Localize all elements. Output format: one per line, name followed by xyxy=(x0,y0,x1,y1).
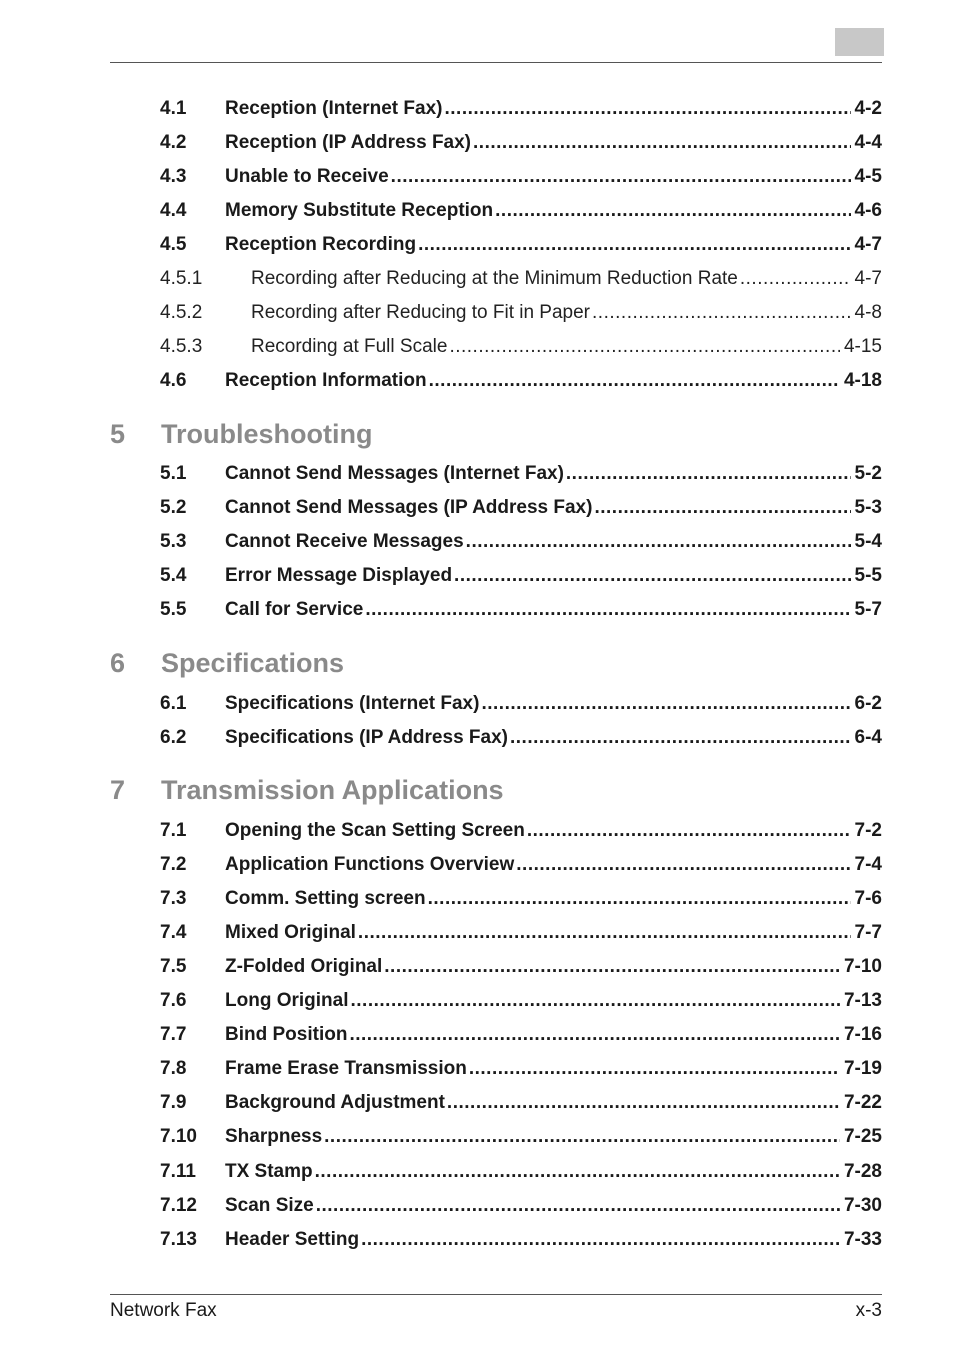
toc-entry-number: 7.12 xyxy=(160,1195,197,1216)
toc-entry-number: 7.10 xyxy=(160,1126,197,1147)
toc-leader-dots xyxy=(391,163,851,191)
toc-entry-title: Header Setting xyxy=(225,1229,360,1250)
toc-leader-dots xyxy=(466,528,851,556)
toc-entry-number: 6.1 xyxy=(160,693,187,714)
toc-entry-number: 4.6 xyxy=(160,370,187,391)
toc-leader-dots xyxy=(473,129,851,157)
toc-entry-number: 7.4 xyxy=(160,922,187,943)
toc-entry-title: Reception (IP Address Fax) xyxy=(225,132,472,153)
toc-entry-number: 5.5 xyxy=(160,599,187,620)
toc-entry[interactable] xyxy=(160,885,882,913)
toc-entry-page: 4-18 xyxy=(843,370,882,391)
toc-entry[interactable] xyxy=(160,1192,882,1220)
toc-entry-title: Unable to Receive xyxy=(225,166,389,187)
toc-entry-page: 4-7 xyxy=(854,268,882,289)
toc-entry-number: 4.4 xyxy=(160,200,187,221)
toc-entry-page: 4-6 xyxy=(854,200,882,221)
toc-leader-dots xyxy=(349,1021,840,1049)
toc-entry[interactable] xyxy=(160,163,882,191)
toc-entry[interactable] xyxy=(160,197,882,225)
toc-entry[interactable] xyxy=(160,1226,882,1254)
toc-entry-page: 5-2 xyxy=(854,463,882,484)
toc-entry-number: 7.7 xyxy=(160,1024,187,1045)
toc-entry[interactable] xyxy=(160,562,882,590)
toc-entry-title: Bind Position xyxy=(225,1024,348,1045)
toc-entry-page: 7-16 xyxy=(843,1024,882,1045)
toc-entry-title: Sharpness xyxy=(225,1126,323,1147)
toc-entry-number: 4.1 xyxy=(160,98,187,119)
toc-entry-page: 5-7 xyxy=(854,599,882,620)
toc-leader-dots xyxy=(429,367,840,395)
toc-leader-dots xyxy=(469,1055,840,1083)
toc-entry-number: 7.13 xyxy=(160,1229,197,1250)
toc-leader-dots xyxy=(592,299,851,327)
toc-leader-dots xyxy=(365,596,850,624)
toc-leader-dots xyxy=(428,885,851,913)
toc-entry-title: Recording at Full Scale xyxy=(251,336,448,357)
chapter-title: Transmission Applications xyxy=(161,775,504,805)
toc-entry-title: Specifications (IP Address Fax) xyxy=(225,727,508,748)
toc-entry-page: 5-5 xyxy=(854,565,882,586)
toc-entry-title: Recording after Reducing at the Minimum Reduction Rate xyxy=(251,268,738,289)
toc-leader-dots xyxy=(351,987,840,1015)
footer-document-title: Network Fax xyxy=(110,1300,217,1321)
toc-entry-page: 5-4 xyxy=(854,531,882,552)
toc-entry-number: 5.3 xyxy=(160,531,187,552)
toc-entry[interactable] xyxy=(160,1089,882,1117)
toc-entry[interactable] xyxy=(160,265,882,293)
toc-entry-page: 7-28 xyxy=(843,1161,882,1182)
toc-entry-title: Error Message Displayed xyxy=(225,565,453,586)
toc-entry[interactable] xyxy=(160,1021,882,1049)
toc-entry-number: 7.3 xyxy=(160,888,187,909)
toc-entry-number: 7.6 xyxy=(160,990,187,1011)
toc-entry-page: 7-25 xyxy=(843,1126,882,1147)
toc-entry-page: 7-2 xyxy=(854,820,882,841)
toc-entry[interactable] xyxy=(160,851,882,879)
toc-entry-title: Mixed Original xyxy=(225,922,356,943)
toc-entry-title: Scan Size xyxy=(225,1195,314,1216)
chapter-heading[interactable] xyxy=(110,772,504,808)
toc-entry-page: 4-4 xyxy=(854,132,882,153)
chapter-number: 5 xyxy=(110,419,126,449)
toc-entry-title: Recording after Reducing to Fit in Paper xyxy=(251,302,591,323)
toc-entry-title: Cannot Send Messages (Internet Fax) xyxy=(225,463,564,484)
toc-entry-number: 4.5.3 xyxy=(160,336,203,357)
chapter-number: 6 xyxy=(110,648,126,678)
toc-entry-title: Memory Substitute Reception xyxy=(225,200,494,221)
toc-entry-title: Comm. Setting screen xyxy=(225,888,426,909)
toc-entry-page: 7-19 xyxy=(843,1058,882,1079)
toc-entry-number: 7.2 xyxy=(160,854,187,875)
toc-leader-dots xyxy=(449,333,840,361)
header-rule xyxy=(110,62,882,63)
toc-leader-dots xyxy=(481,690,850,718)
toc-entry-title: Call for Service xyxy=(225,599,364,620)
toc-entry-page: 7-4 xyxy=(854,854,882,875)
toc-entry-page: 7-22 xyxy=(843,1092,882,1113)
toc-entry-page: 7-7 xyxy=(854,922,882,943)
toc-entry[interactable] xyxy=(160,367,882,395)
toc-leader-dots xyxy=(594,494,850,522)
toc-entry-number: 7.11 xyxy=(160,1161,196,1182)
toc-entry[interactable] xyxy=(160,690,882,718)
toc-entry[interactable] xyxy=(160,299,882,327)
toc-entry-page: 7-10 xyxy=(843,956,882,977)
toc-entry[interactable] xyxy=(160,953,882,981)
toc-leader-dots xyxy=(444,95,850,123)
toc-leader-dots xyxy=(740,265,851,293)
toc-leader-dots xyxy=(566,460,851,488)
toc-entry[interactable] xyxy=(160,919,882,947)
toc-entry-number: 4.5.1 xyxy=(160,268,203,289)
toc-entry-page: 6-4 xyxy=(854,727,882,748)
toc-entry[interactable] xyxy=(160,528,882,556)
toc-entry[interactable] xyxy=(160,129,882,157)
toc-entry-title: Long Original xyxy=(225,990,349,1011)
chapter-number: 7 xyxy=(110,775,126,805)
toc-entry[interactable] xyxy=(160,494,882,522)
toc-entry-title: TX Stamp xyxy=(225,1161,313,1182)
toc-entry-page: 4-15 xyxy=(843,336,882,357)
toc-entry-number: 4.5.2 xyxy=(160,302,203,323)
toc-entry-title: Opening the Scan Setting Screen xyxy=(225,820,525,841)
toc-entry-number: 5.1 xyxy=(160,463,187,484)
toc-entry-page: 6-2 xyxy=(854,693,882,714)
toc-leader-dots xyxy=(516,851,850,879)
toc-leader-dots xyxy=(510,724,851,752)
toc-entry-title: Cannot Receive Messages xyxy=(225,531,464,552)
chapter-title: Troubleshooting xyxy=(161,419,373,449)
toc-entry-page: 7-6 xyxy=(854,888,882,909)
toc-entry-number: 6.2 xyxy=(160,727,187,748)
toc-entry-number: 7.8 xyxy=(160,1058,187,1079)
toc-leader-dots xyxy=(358,919,851,947)
toc-entry-page: 5-3 xyxy=(854,497,882,518)
toc-entry-number: 5.4 xyxy=(160,565,187,586)
toc-entry[interactable] xyxy=(160,1123,882,1151)
toc-leader-dots xyxy=(447,1089,840,1117)
toc-entry[interactable] xyxy=(160,460,882,488)
toc-entry-page: 4-7 xyxy=(854,234,882,255)
toc-entry-number: 4.2 xyxy=(160,132,187,153)
toc-entry-title: Background Adjustment xyxy=(225,1092,445,1113)
toc-entry-title: Z-Folded Original xyxy=(225,956,383,977)
chapter-tab-marker xyxy=(835,28,884,56)
toc-entry-title: Reception (Internet Fax) xyxy=(225,98,443,119)
toc-entry-page: 7-30 xyxy=(843,1195,882,1216)
toc-entry-title: Specifications (Internet Fax) xyxy=(225,693,480,714)
toc-entry-number: 4.3 xyxy=(160,166,187,187)
toc-entry-number: 4.5 xyxy=(160,234,187,255)
footer-rule xyxy=(110,1294,882,1295)
toc-leader-dots xyxy=(495,197,850,225)
toc-entry-page: 4-2 xyxy=(854,98,882,119)
toc-leader-dots xyxy=(418,231,850,259)
toc-leader-dots xyxy=(315,1158,840,1186)
toc-entry-title: Reception Information xyxy=(225,370,427,391)
toc-entry[interactable] xyxy=(160,1158,882,1186)
toc-entry-title: Reception Recording xyxy=(225,234,417,255)
toc-entry-number: 7.1 xyxy=(160,820,187,841)
toc-leader-dots xyxy=(384,953,840,981)
toc-leader-dots xyxy=(527,817,851,845)
toc-entry[interactable] xyxy=(160,987,882,1015)
toc-entry-title: Cannot Send Messages (IP Address Fax) xyxy=(225,497,593,518)
toc-leader-dots xyxy=(316,1192,840,1220)
toc-entry-number: 7.9 xyxy=(160,1092,187,1113)
chapter-heading[interactable] xyxy=(110,645,344,681)
toc-entry[interactable] xyxy=(160,231,882,259)
toc-entry-title: Frame Erase Transmission xyxy=(225,1058,467,1079)
chapter-heading[interactable] xyxy=(110,416,372,452)
toc-entry-page: 7-13 xyxy=(843,990,882,1011)
toc-leader-dots xyxy=(454,562,850,590)
toc-entry[interactable] xyxy=(160,596,882,624)
toc-entry-title: Application Functions Overview xyxy=(225,854,515,875)
toc-entry[interactable] xyxy=(160,724,882,752)
toc-entry[interactable] xyxy=(160,95,882,123)
toc-leader-dots xyxy=(324,1123,840,1151)
toc-leader-dots xyxy=(361,1226,840,1254)
footer-page-number: x-3 xyxy=(855,1300,882,1321)
toc-entry[interactable] xyxy=(160,817,882,845)
toc-entry-page: 7-33 xyxy=(843,1229,882,1250)
toc-entry-page: 4-5 xyxy=(854,166,882,187)
toc-entry-number: 5.2 xyxy=(160,497,187,518)
toc-entry-number: 7.5 xyxy=(160,956,187,977)
chapter-title: Specifications xyxy=(161,648,345,678)
toc-entry[interactable] xyxy=(160,1055,882,1083)
toc-entry-page: 4-8 xyxy=(854,302,882,323)
toc-entry[interactable] xyxy=(160,333,882,361)
